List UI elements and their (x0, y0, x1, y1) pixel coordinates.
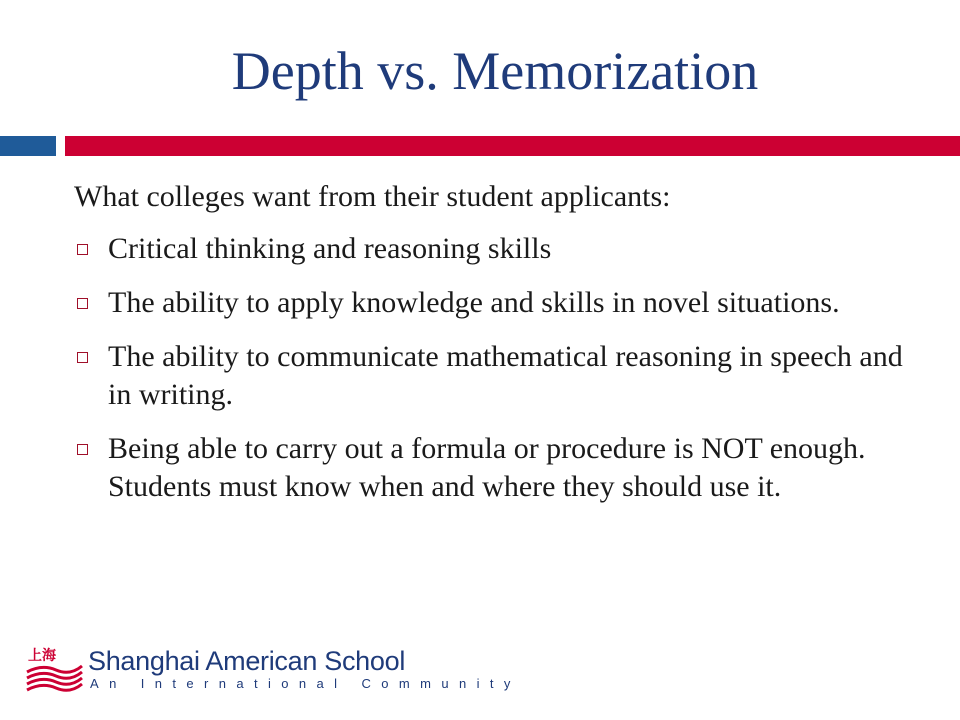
square-bullet-icon (77, 298, 88, 309)
bullet-text: The ability to communicate mathematical reasoning in speech and in writing. (108, 340, 903, 411)
logo-tagline: An International Community (90, 676, 521, 691)
logo-school-name: Shanghai American School (88, 646, 406, 676)
square-bullet-icon (77, 352, 88, 363)
bullet-list (74, 230, 924, 506)
flag-emblem-icon (24, 646, 84, 694)
bullet-item (74, 284, 924, 322)
logo-emblem-text: 上海 (28, 648, 56, 664)
bullet-item (74, 430, 924, 506)
bullet-text: The ability to apply knowledge and skills in novel situations. (108, 286, 840, 319)
bullet-item (74, 338, 924, 414)
intro-text: What colleges want from their student applicants: (74, 180, 671, 213)
slide-title: Depth vs. Memorization (231, 41, 759, 101)
slide-body (74, 178, 924, 522)
bullet-item (74, 230, 924, 268)
square-bullet-icon (77, 244, 88, 255)
school-logo (24, 646, 521, 696)
bullet-text: Being able to carry out a formula or procedure is NOT enough. Students must know when and where they should use it. (108, 432, 866, 503)
bullet-text: Critical thinking and reasoning skills (108, 232, 552, 265)
title-rule-red (65, 136, 960, 156)
square-bullet-icon (77, 444, 88, 455)
title-rule-blue (0, 136, 56, 156)
